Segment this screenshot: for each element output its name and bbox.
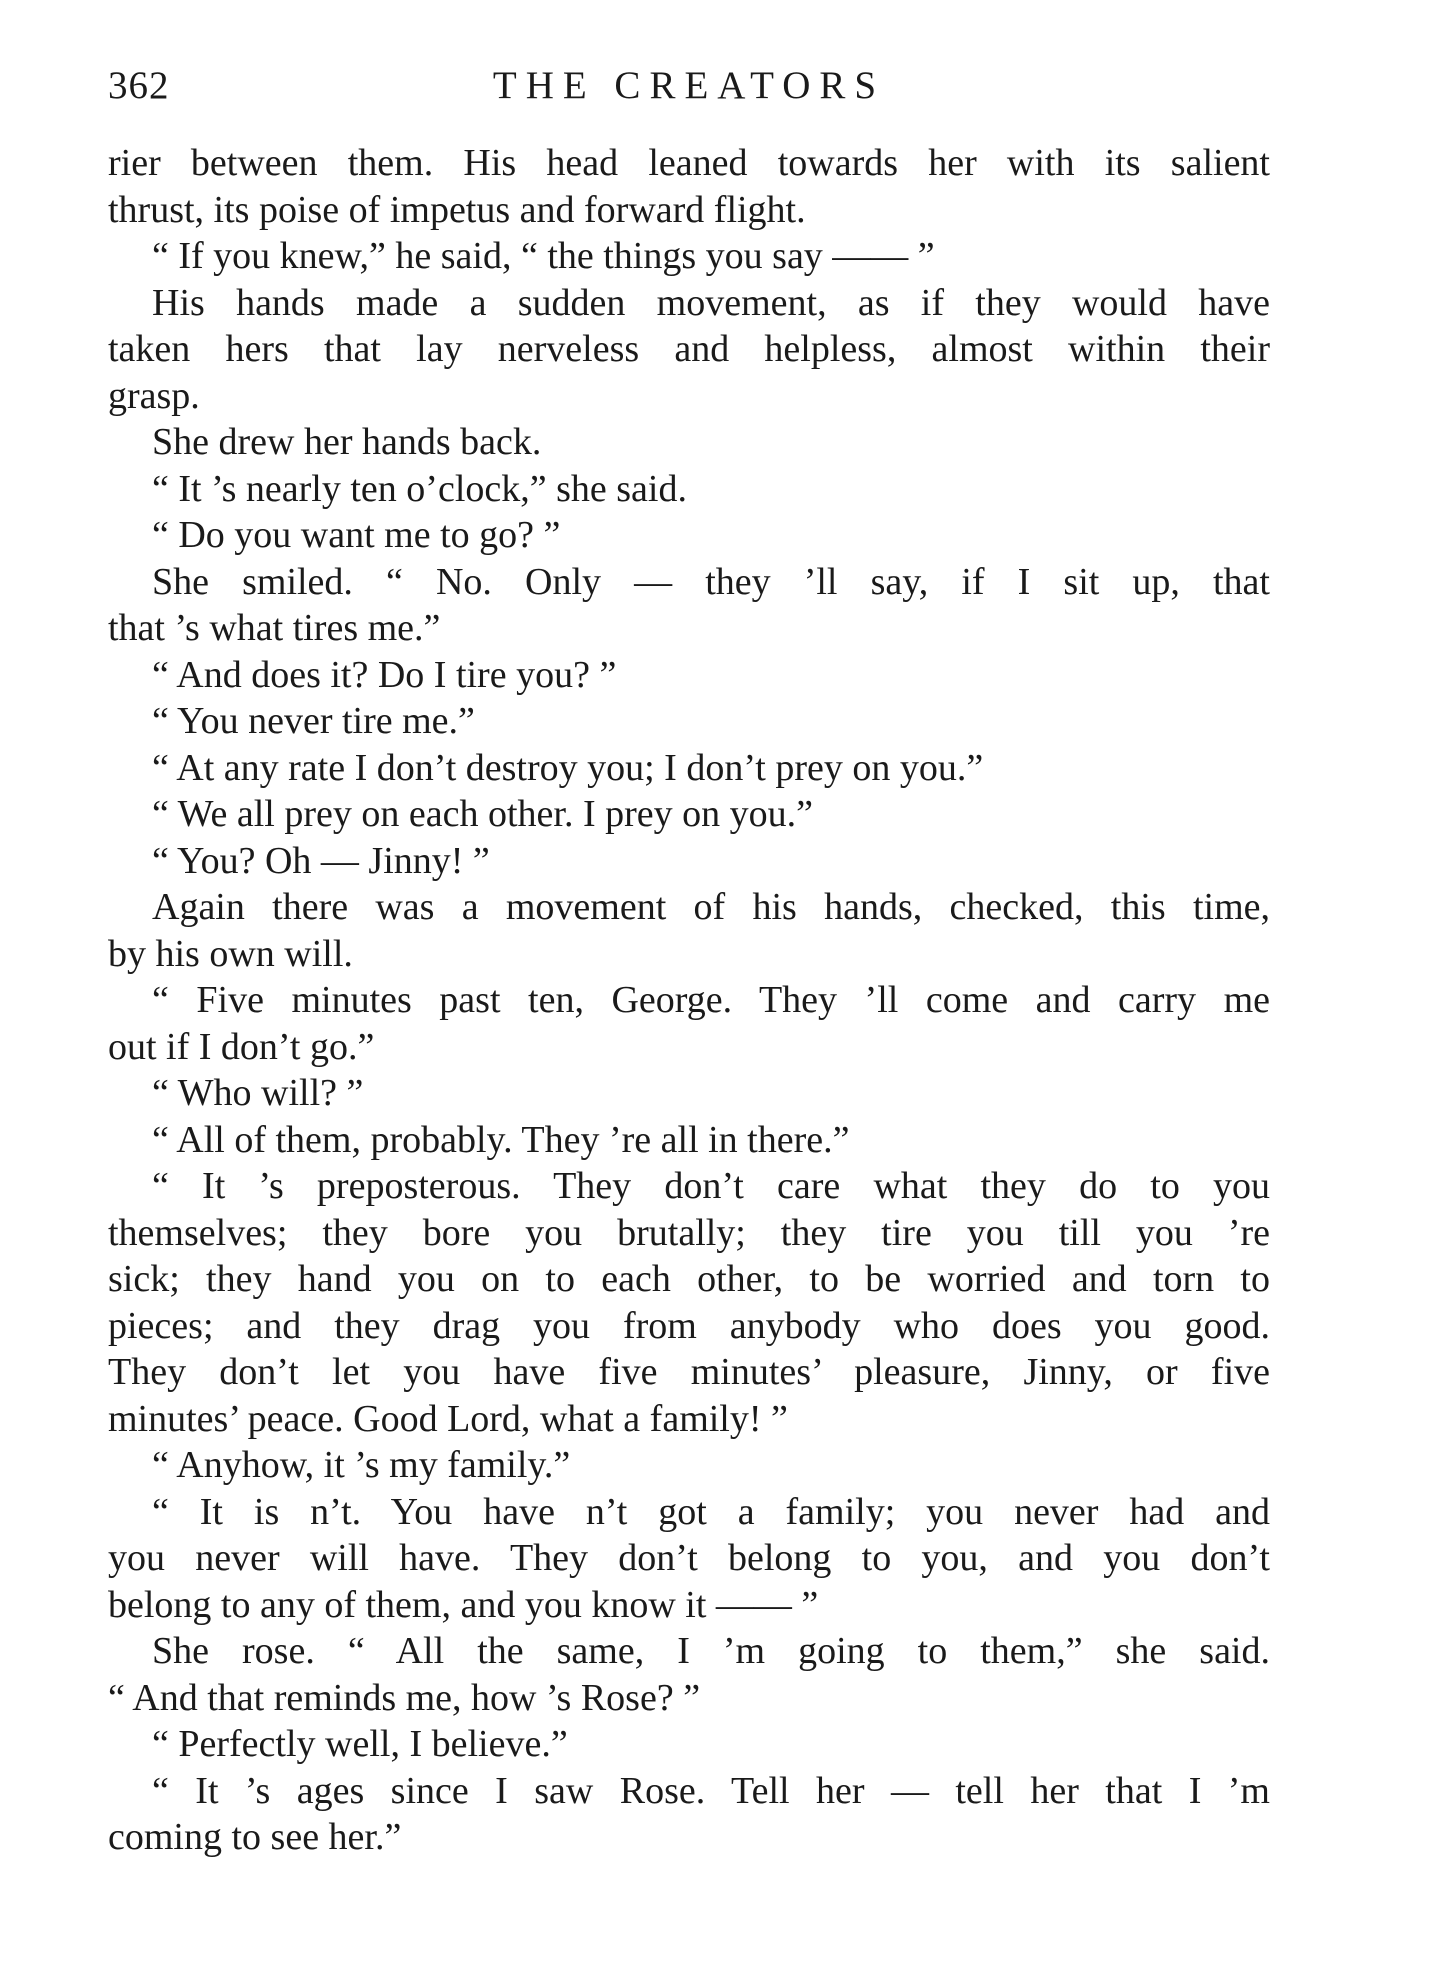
text-line: themselves; they bore you brutally; they tire you till you ’re xyxy=(108,1211,1270,1254)
text-line: “ If you knew,” he said, “ the things you say —— ” xyxy=(152,235,935,277)
text-line: “ We all prey on each other. I prey on you.” xyxy=(152,793,813,835)
text-line: you never will have. They don’t belong to you, and you don’t xyxy=(108,1537,1270,1579)
text-line: “ Anyhow, it ’s my family.” xyxy=(152,1444,571,1486)
text-line: “ All of them, probably. They ’re all in there.” xyxy=(152,1118,850,1161)
text-line: rier between them. His head leaned towards her with its salient xyxy=(108,142,1270,184)
text-line: “ You? Oh — Jinny! ” xyxy=(152,839,490,882)
text-line: minutes’ peace. Good Lord, what a family! ” xyxy=(108,1397,788,1440)
text-line: “ It is n’t. You have n’t got a family; you never had and xyxy=(152,1490,1270,1533)
text-line: taken hers that lay nerveless and helpless, almost within their xyxy=(108,328,1270,370)
body-text xyxy=(108,140,1270,1861)
page-number: 362 xyxy=(108,64,170,107)
text-line: “ Perfectly well, I believe.” xyxy=(152,1723,568,1765)
text-line: “ And does it? Do I tire you? ” xyxy=(152,653,617,696)
text-line: “ At any rate I don’t destroy you; I don’t prey on you.” xyxy=(152,746,984,789)
text-line: “ Five minutes past ten, George. They ’ll come and carry me xyxy=(152,979,1270,1021)
running-title: THE CREATORS xyxy=(492,64,886,107)
text-line: “ It ’s nearly ten o’clock,” she said. xyxy=(152,467,687,510)
text-line: grasp. xyxy=(108,374,200,417)
text-line: She rose. “ All the same, I ’m going to them,” she said. xyxy=(152,1630,1270,1672)
text-line: that ’s what tires me.” xyxy=(108,607,441,649)
text-line: “ You never tire me.” xyxy=(152,700,475,742)
text-line: out if I don’t go.” xyxy=(108,1025,375,1068)
text-line: “ It ’s ages since I saw Rose. Tell her — tell her that I ’m xyxy=(152,1769,1270,1812)
text-line: She drew her hands back. xyxy=(152,421,542,463)
text-line: “ And that reminds me, how ’s Rose? ” xyxy=(108,1676,701,1719)
text-line: She smiled. “ No. Only — they ’ll say, if I sit up, that xyxy=(152,560,1270,603)
text-line: by his own will. xyxy=(108,932,353,975)
text-line: pieces; and they drag you from anybody who does you good. xyxy=(108,1304,1270,1347)
text-line: “ Who will? ” xyxy=(152,1072,364,1114)
text-line: Again there was a movement of his hands, checked, this time, xyxy=(152,886,1270,928)
running-head xyxy=(108,60,1270,112)
text-line: belong to any of them, and you know it —— ” xyxy=(108,1583,819,1626)
text-line: coming to see her.” xyxy=(108,1816,402,1858)
text-line: thrust, its poise of impetus and forward flight. xyxy=(108,188,806,231)
text-line: “ Do you want me to go? ” xyxy=(152,514,561,556)
text-line: sick; they hand you on to each other, to be worried and torn to xyxy=(108,1258,1270,1300)
text-line: His hands made a sudden movement, as if they would have xyxy=(152,281,1270,324)
text-line: They don’t let you have five minutes’ pleasure, Jinny, or five xyxy=(108,1351,1270,1393)
text-line: “ It ’s preposterous. They don’t care what they do to you xyxy=(152,1165,1270,1207)
